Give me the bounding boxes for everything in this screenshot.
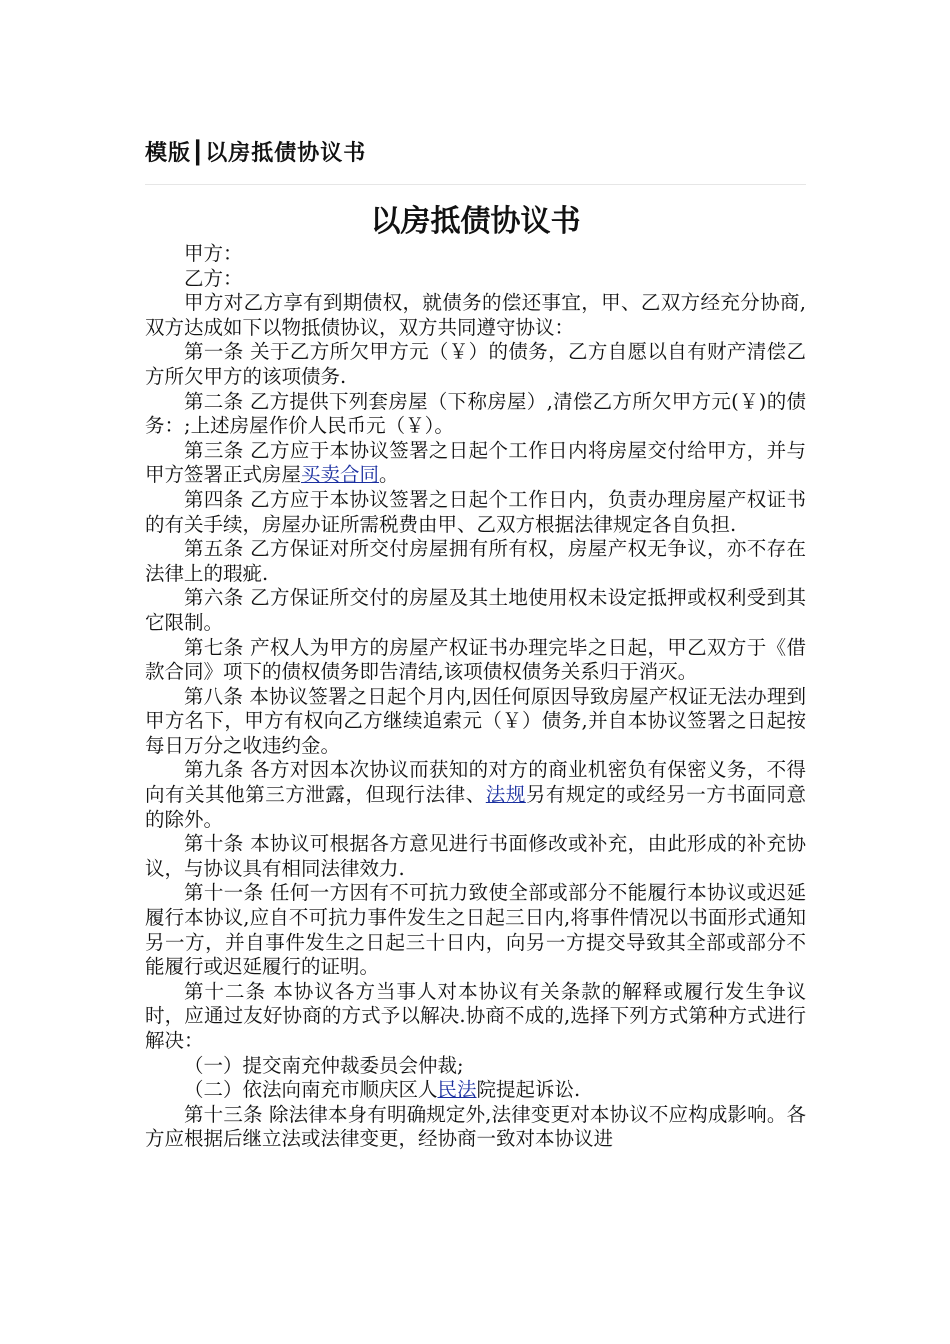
article-6: 第六条 乙方保证所交付的房屋及其土地使用权未设定抵押或权利受到其它限制。 bbox=[145, 586, 806, 634]
document-body bbox=[145, 242, 806, 1152]
party-a-line: 甲方： bbox=[184, 242, 243, 265]
party-b-line: 乙方： bbox=[184, 266, 243, 290]
article-2: 第二条 乙方提供下列套房屋（下称房屋）,清偿乙方所欠甲方元(￥)的债务：;上述房屋作价人民币元（￥）。 bbox=[145, 389, 806, 438]
civil-law-link[interactable]: 民法 bbox=[437, 1078, 477, 1102]
article-12: 第十二条 本协议各方当事人对本协议有关条款的解释或履行发生争议时，应通过友好协商的方式予以解决.协商不成的,选择下列方式第种方式进行解决： bbox=[145, 979, 806, 1052]
option-1: （一）提交南充仲裁委员会仲裁; bbox=[184, 1053, 464, 1077]
header-divider bbox=[145, 184, 806, 185]
intro-paragraph: 甲方对乙方享有到期债权，就债务的偿还事宜，甲、乙双方经充分协商,双方达成如下以物抵债协议，双方共同遵守协议： bbox=[145, 291, 806, 339]
regulations-link[interactable]: 法规 bbox=[485, 783, 526, 807]
option-2-end: 院提起诉讼. bbox=[476, 1078, 581, 1102]
article-7: 第七条 产权人为甲方的房屋产权证书办理完毕之日起，甲乙双方于《借款合同》项下的债权债务即告清结,该项债权债务关系归于消灭。 bbox=[145, 635, 806, 684]
article-9-end: 另有规定的或经另一方书面同意的除外。 bbox=[145, 783, 806, 831]
option-2-text: （二）依法向南充市顺庆区人 bbox=[184, 1078, 438, 1102]
article-10: 第十条 本协议可根据各方意见进行书面修改或补充，由此形成的补充协议，与协议具有相同法律效力. bbox=[145, 832, 806, 880]
article-11: 第十一条 任何一方因有不可抗力致使全部或部分不能履行本协议或迟延履行本协议,应自不可抗力事件发生之日起三日内,将事件情况以书面形式通知另一方，并自事件发生之日起三十日内，向另一方提交导致其全部或部分不能履行或迟延履行的证明。 bbox=[145, 881, 806, 979]
document-title: 以房抵债协议书 bbox=[370, 204, 581, 239]
option-2 bbox=[145, 1078, 806, 1103]
article-3-end: 。 bbox=[379, 463, 399, 487]
article-9 bbox=[145, 758, 806, 832]
article-1: 第一条 关于乙方所欠甲方元（￥）的债务，乙方自愿以自有财产清偿乙方所欠甲方的该项债务. bbox=[145, 340, 806, 388]
article-5: 第五条 乙方保证对所交付房屋拥有所有权，房屋产权无争议，亦不存在法律上的瑕疵. bbox=[145, 537, 806, 585]
sales-contract-link[interactable]: 买卖合同 bbox=[301, 463, 380, 487]
article-13: 第十三条 除法律本身有明确规定外,法律变更对本协议不应构成影响。各方应根据后继立法或法律变更，经协商一致对本协议进 bbox=[145, 1102, 806, 1151]
page-header-title: 模版┃以房抵债协议书 bbox=[145, 141, 367, 166]
article-4: 第四条 乙方应于本协议签署之日起个工作日内，负责办理房屋产权证书的有关手续，房屋办证所需税费由甲、乙双方根据法律规定各自负担. bbox=[145, 487, 806, 536]
article-8: 第八条 本协议签署之日起个月内,因任何原因导致房屋产权证无法办理到甲方名下，甲方有权向乙方继续追索元（￥）债务,并自本协议签署之日起按每日万分之收违约金。 bbox=[145, 684, 806, 757]
article-3-text: 第三条 乙方应于本协议签署之日起个工作日内将房屋交付给甲方，并与甲方签署正式房屋 bbox=[145, 438, 806, 487]
article-9-text: 第九条 各方对因本次协议而获知的对方的商业机密负有保密义务，不得向有关其他第三方泄露，但现行法律、 bbox=[145, 758, 806, 807]
article-3 bbox=[145, 439, 806, 488]
